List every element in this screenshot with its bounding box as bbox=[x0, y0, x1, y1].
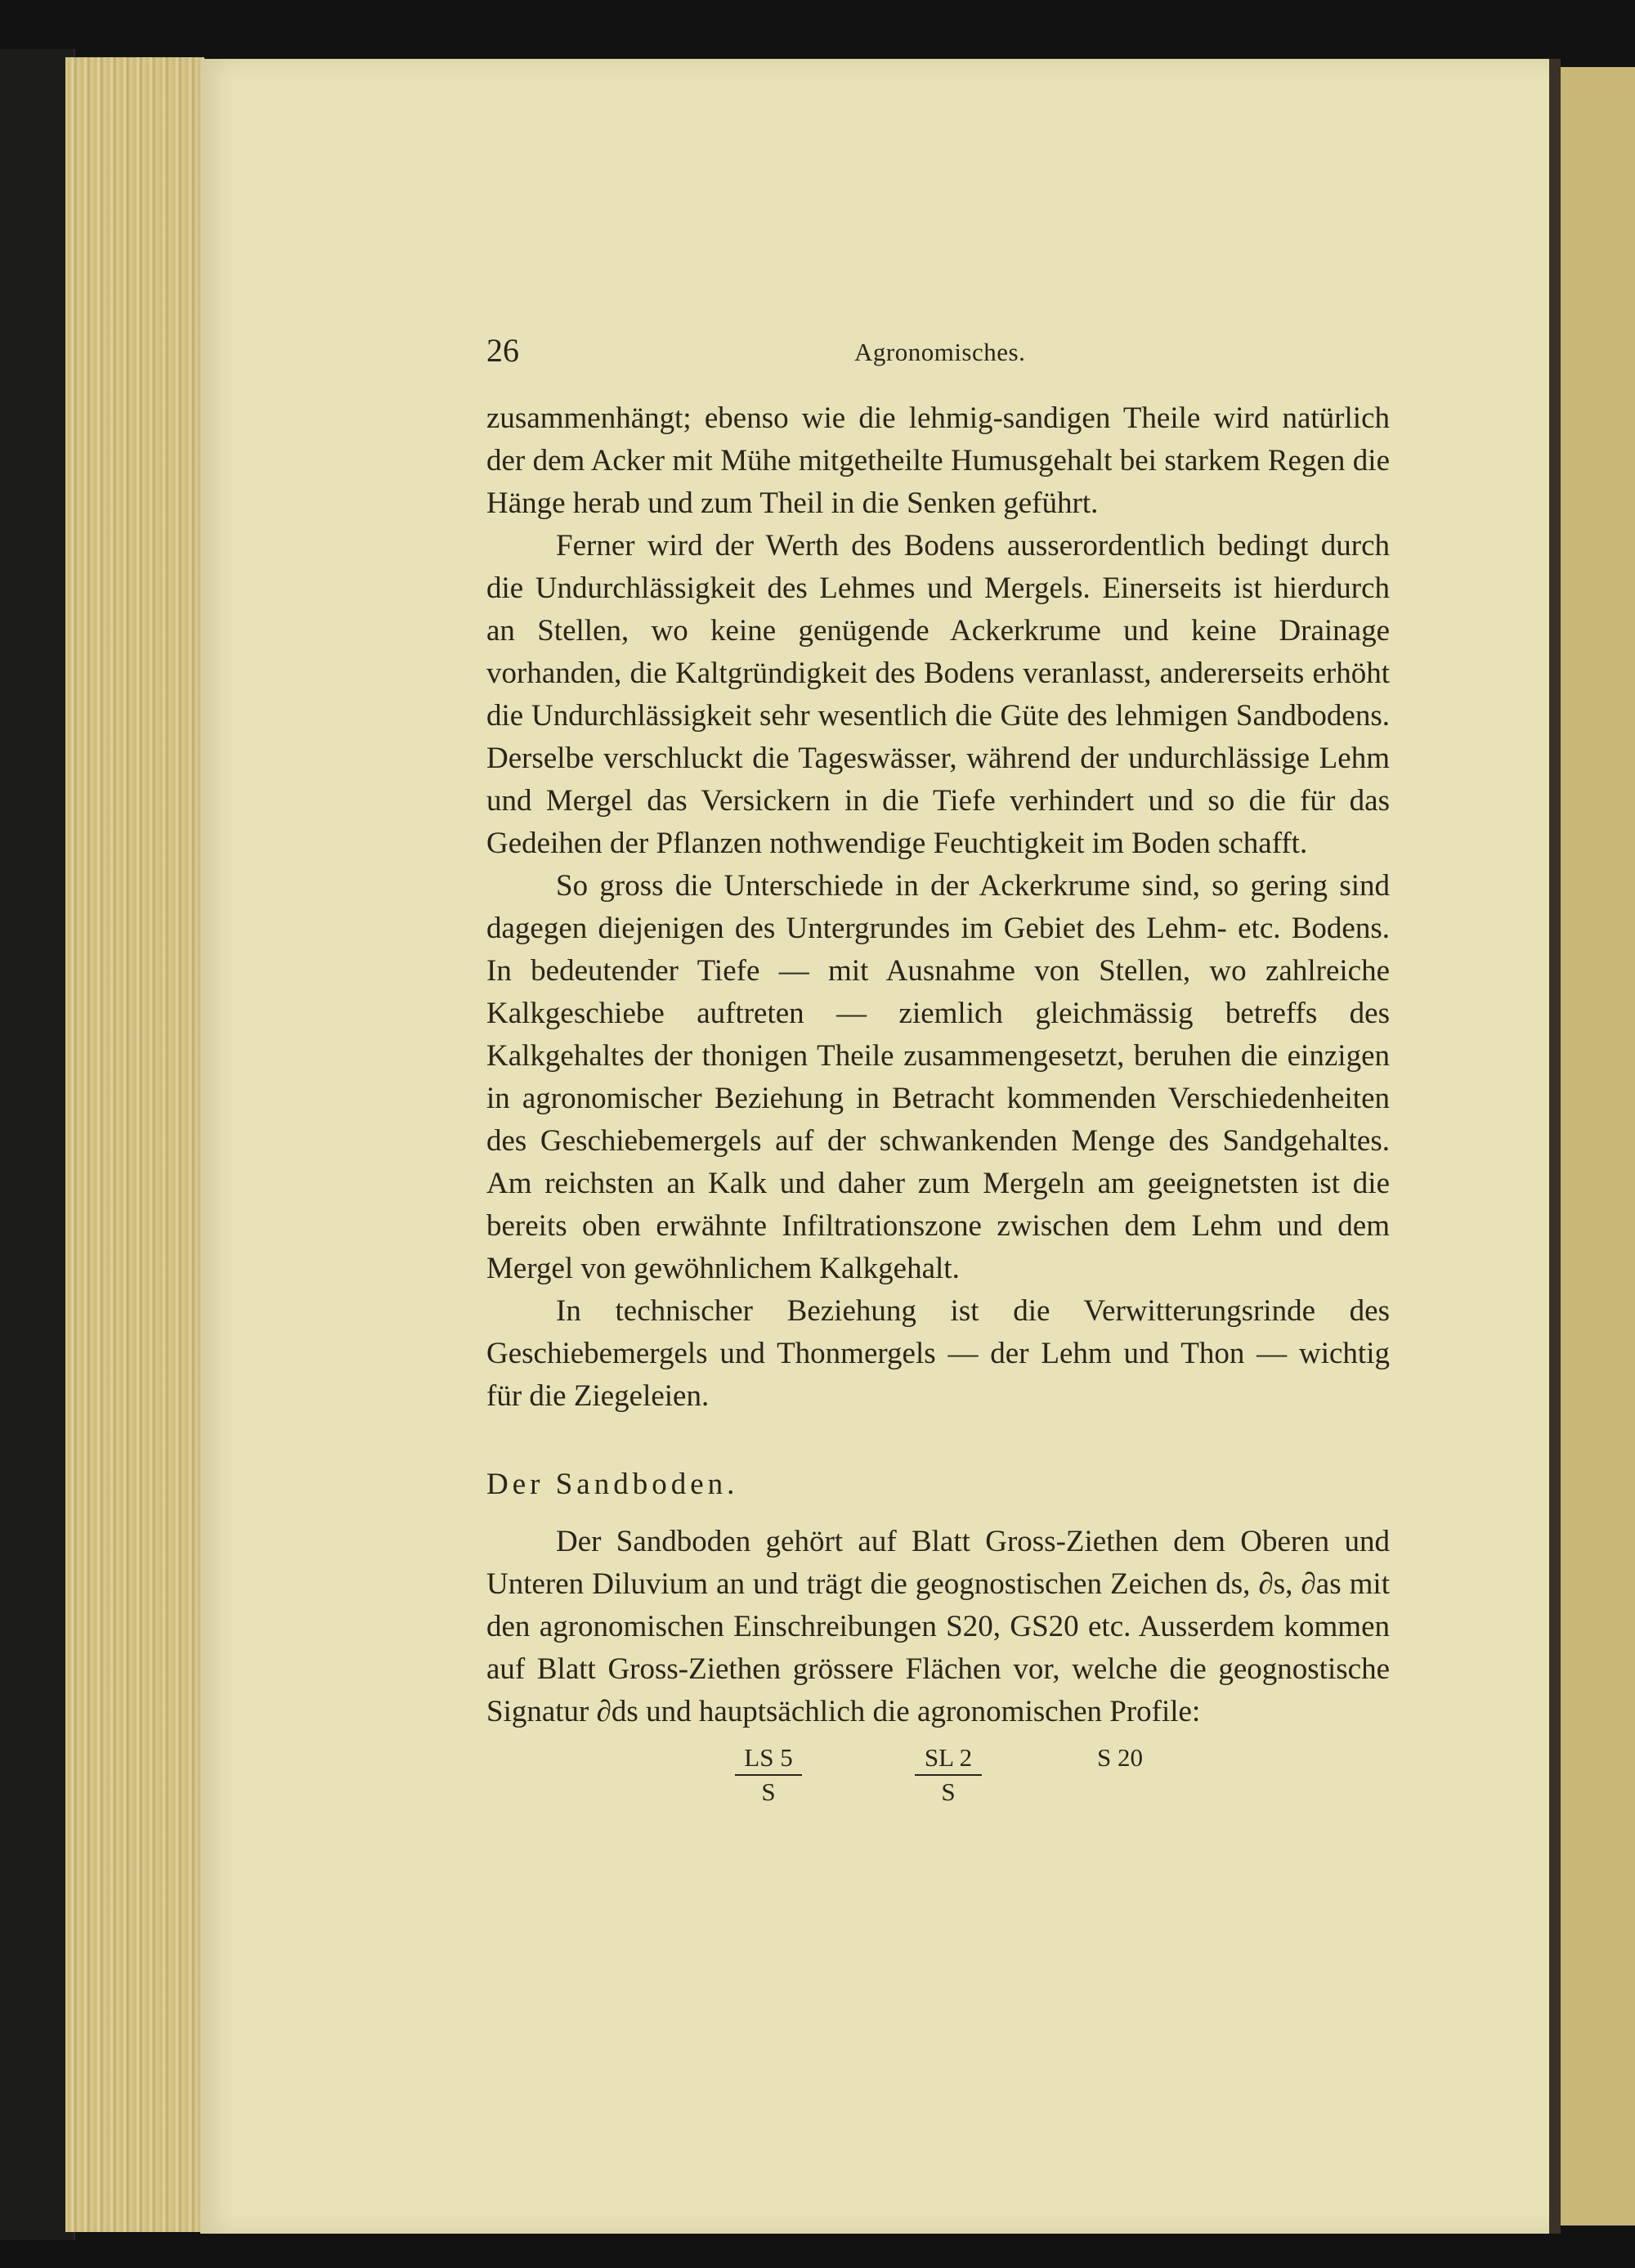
paragraph-2: Ferner wird der Werth des Bodens ausserordentlich bedingt durch die Undurchlässigkeit des Lehmes und Mergels. Einerseits ist hierdurch an Stellen, wo keine genügende Ackerkrume und keine Drainage vorhanden, die Kaltgründigkeit des Bodens veranlasst, andererseits erhöht die Undurchlässigkeit sehr wesentlich die Güte des lehmigen Sandbodens. Derselbe verschluckt die Tageswässer, während der undurchlässige Lehm und Mergel das Versickern in die Tiefe verhindert und so die für das Gedeihen der Pflanzen nothwendige Feuchtigkeit im Boden schafft. bbox=[486, 529, 1390, 860]
profile-sl2 bbox=[912, 1741, 985, 1809]
page-edges-left bbox=[65, 57, 204, 2232]
agronomic-profiles bbox=[486, 1741, 1390, 1831]
book-cover-left bbox=[0, 49, 75, 2240]
running-head bbox=[486, 331, 1390, 372]
profile-bottom: S bbox=[941, 1777, 956, 1806]
profile-s20 bbox=[1079, 1741, 1161, 1774]
profile-top: S 20 bbox=[1097, 1743, 1143, 1772]
profile-top: LS 5 bbox=[744, 1743, 793, 1772]
paragraph-4: In technischer Beziehung ist die Verwitterungsrinde des Geschiebemergels und Thonmergels — der Lehm und Thon — wichtig für die Ziegeleien. bbox=[486, 1294, 1390, 1413]
profile-top: SL 2 bbox=[924, 1743, 973, 1772]
section-heading: Der Sandboden. bbox=[486, 1468, 739, 1501]
section-paragraph-1: Der Sandboden gehört auf Blatt Gross-Ziethen dem Oberen und Unteren Diluvium an und trägt die geognostischen Zeichen ds, ∂s, ∂as mit den agronomischen Einschreibungen S20, GS20 etc. Ausserdem kommen auf Blatt Gross-Ziethen grössere Flächen vor, welche die geognostische Signatur ∂ds und hauptsächlich die agronomischen Profile: bbox=[486, 1525, 1390, 1728]
profile-bottom: S bbox=[761, 1777, 776, 1806]
running-title: Agronomisches. bbox=[854, 338, 1026, 366]
page-number: 26 bbox=[486, 332, 519, 369]
paragraph-3: So gross die Unterschiede in der Ackerkrume sind, so gering sind dagegen diejenigen des Untergrundes im Gebiet des Lehm- etc. Bodens. In bedeutender Tiefe — mit Ausnahme von Stellen, wo zahlreiche Kalkgeschiebe auftreten — ziemlich gleichmässig betreffs des Kalkgehaltes der thonigen Theile zusammengesetzt, beruhen die einzigen in agronomischer Beziehung in Betracht kommenden Verschiedenheiten des Geschiebemergels auf der schwankenden Menge des Sandgehaltes. Am reichsten an Kalk und daher zum Mergeln am geeignetsten ist die bereits oben erwähnte Infiltrationszone zwischen dem Lehm und dem Mergel von gewöhnlichem Kalkgehalt. bbox=[486, 869, 1390, 1285]
page-edges-right bbox=[1557, 67, 1635, 2225]
paragraph-1: zusammenhängt; ebenso wie die lehmig-sandigen Theile wird natürlich der dem Acker mit Mühe mitgetheilte Humusgehalt bei starkem Regen die Hänge herab und zum Theil in die Senken geführt. bbox=[486, 401, 1390, 520]
profile-ls5 bbox=[732, 1741, 805, 1809]
body-text bbox=[486, 397, 1390, 1831]
gutter-shadow bbox=[1549, 59, 1561, 2234]
